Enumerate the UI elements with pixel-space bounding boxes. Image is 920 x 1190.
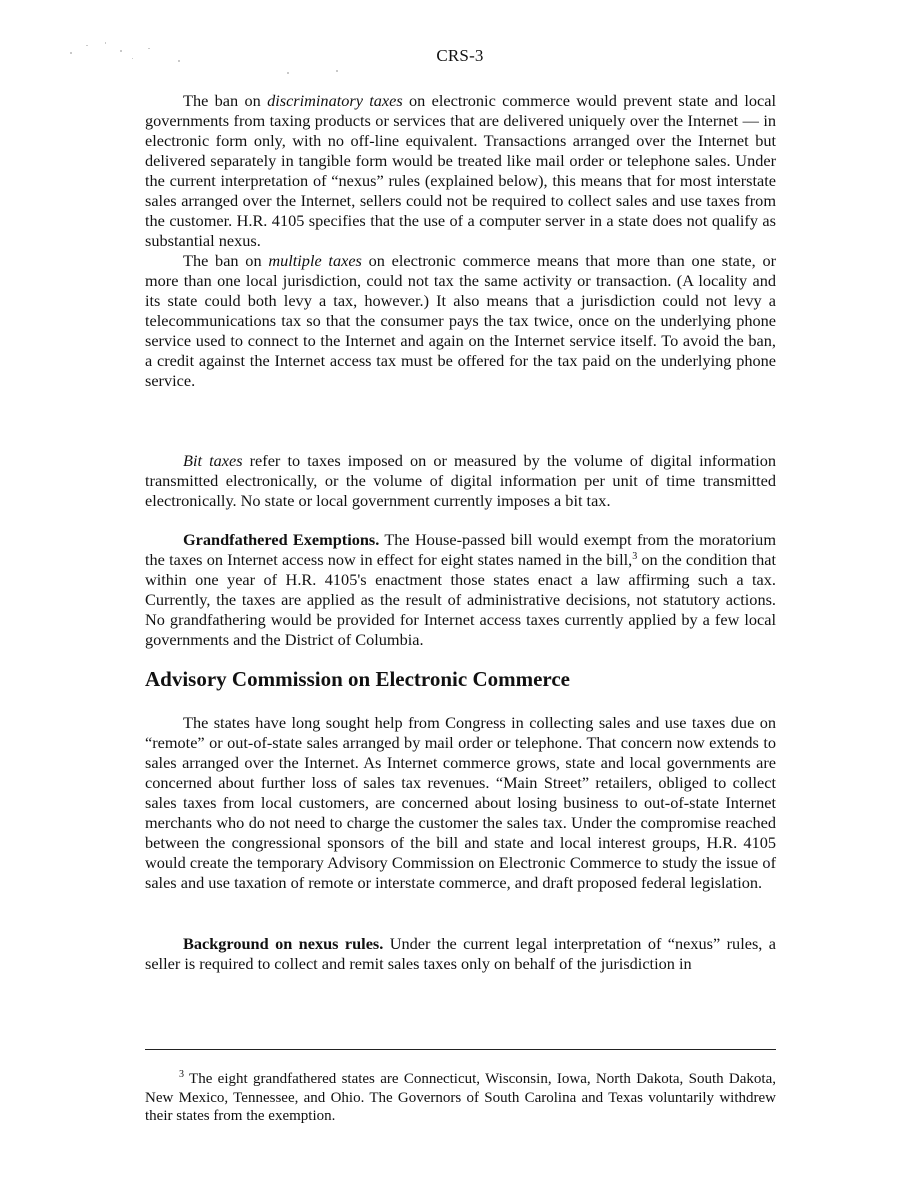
run-in-heading: Background on nexus rules. <box>183 934 384 953</box>
paragraph-lead: The ban on <box>183 91 268 110</box>
paragraph-discriminatory-taxes <box>145 91 776 251</box>
run-in-heading: Grandfathered Exemptions. <box>183 530 380 549</box>
footnote-divider <box>145 1049 776 1050</box>
paragraph-lead: The ban on <box>183 251 269 270</box>
paragraph-advisory-commission <box>145 713 776 893</box>
italic-term: discriminatory taxes <box>267 91 403 110</box>
page-number-label: CRS-3 <box>436 46 484 65</box>
paragraph-body: on electronic commerce means that more than one state, or more than one local jurisdiction, could not tax the same activity or transaction. (A locality and its state could both levy a tax, however.) It also means that a jurisdiction could not levy a telecommunications tax so that the consumer pays the tax twice, once on the underlying phone service used to connect to the Internet and again on the Internet service itself. To avoid the ban, a credit against the Internet access tax must be offered for the tax paid on the underlying phone service. <box>145 251 777 390</box>
footnote-text: The eight grandfathered states are Connecticut, Wisconsin, Iowa, North Dakota, South Dakota, New Mexico, Tennessee, and Ohio. The Governors of South Carolina and Texas voluntarily withdrew their states from the exemption. <box>145 1071 776 1124</box>
paragraph-body: Under the current legal interpretation of “nexus” rules, a seller is required to collect and remit sales taxes only on behalf of the jurisdiction in <box>145 934 776 973</box>
paragraph-multiple-taxes <box>145 251 776 391</box>
italic-term: multiple taxes <box>268 251 362 270</box>
paragraph-body: on electronic commerce would prevent state and local governments from taxing products or services that are delivered uniquely over the Internet — in electronic form only, with no off-line equivalent. Transactions arranged over the Internet but delivered separately in tangible form would be treated like mail order or telephone sales. Under the current interpretation of “nexus” rules (explained below), this means that for most interstate sales arranged over the Internet, sellers could not be required to collect sales and use taxes from the customer. H.R. 4105 specifies that the use of a computer server in a state does not qualify as substantial nexus. <box>145 91 777 250</box>
footnote-reference[interactable]: 3 <box>632 551 638 562</box>
footnote-number: 3 <box>179 1069 184 1080</box>
paragraph-body: refer to taxes imposed on or measured by the volume of digital information transmitted electronically, or the volume of digital information per unit of time transmitted electronically. No state or local government currently imposes a bit tax. <box>145 451 777 510</box>
paragraph-bit-taxes <box>145 451 776 511</box>
paragraph-body: The House-passed bill would exempt from the moratorium the taxes on Internet access now in effect for eight states named in the bill, <box>145 530 776 569</box>
section-heading: Advisory Commission on Electronic Commerce <box>145 667 571 691</box>
paragraph-body-continued: on the condition that within one year of H.R. 4105's enactment those states enact a law affirming such a tax. Currently, the taxes are applied as the result of administrative decisions, not statutory actions. No grandfathering would be provided for Internet access taxes currently applied by a few local governments and the District of Columbia. <box>145 550 776 649</box>
page-header <box>0 46 920 66</box>
paragraph-body: The states have long sought help from Congress in collecting sales and use taxes due on “remote” or out-of-state sales arranged by mail order or telephone. That concern now extends to sales arranged over the Internet. As Internet commerce grows, state and local governments are concerned about further loss of sales tax revenues. “Main Street” retailers, obliged to collect sales taxes from local customers, are concerned about losing business to out-of-state Internet merchants who do not need to charge the customer the sales tax. Under the compromise reached between the congressional sponsors of the bill and state and local interest groups, H.R. 4105 would create the temporary Advisory Commission on Electronic Commerce to study the issue of sales and use taxation of remote or interstate commerce, and draft proposed federal legislation. <box>145 713 776 892</box>
paragraph-nexus-rules <box>145 934 776 974</box>
footnote <box>145 1070 776 1126</box>
paragraph-grandfathered-exemptions <box>145 530 776 650</box>
italic-term: Bit taxes <box>183 451 243 470</box>
